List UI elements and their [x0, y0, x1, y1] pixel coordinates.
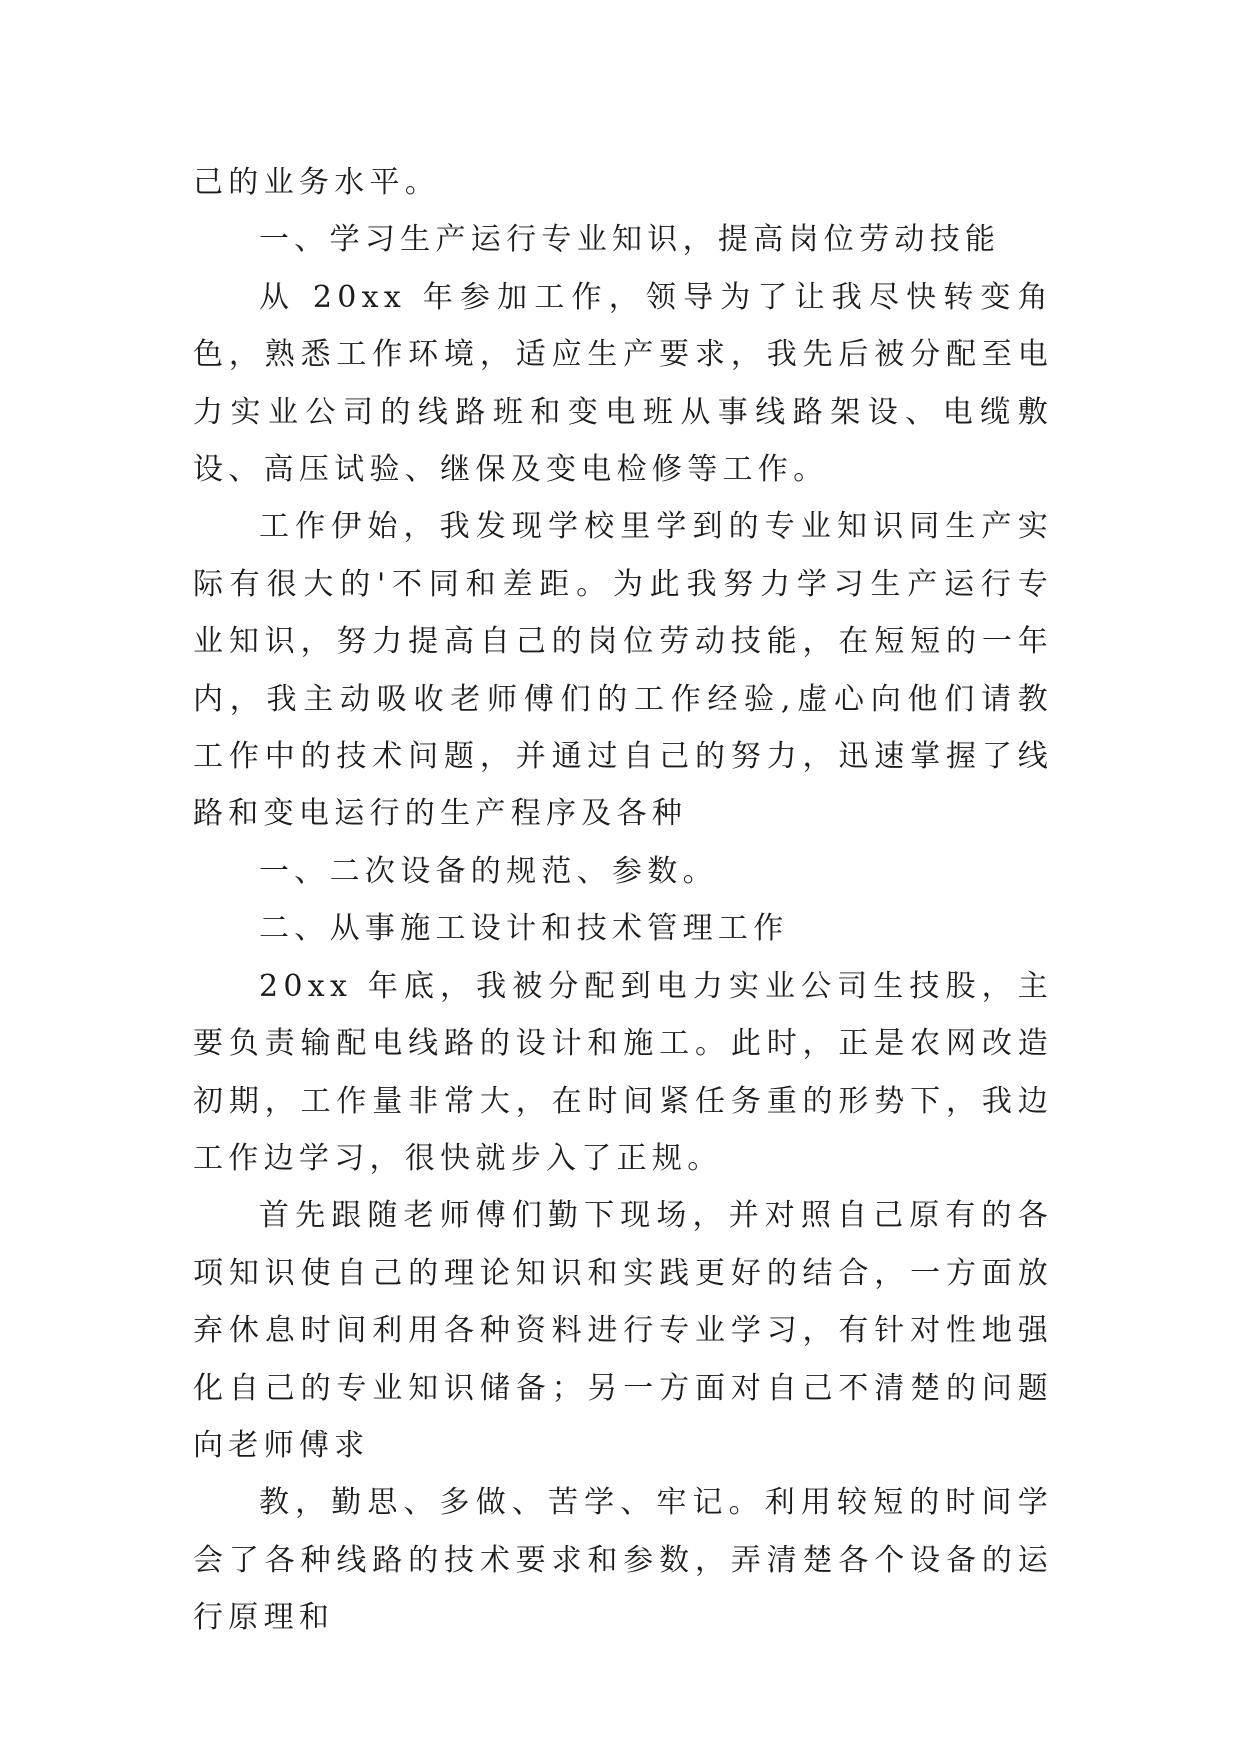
- paragraph-4: 工作伊始，我发现学校里学到的专业知识同生产实际有很大的'不同和差距。为此我努力学习生产运行专业知识，努力提高自己的岗位劳动技能，在短短的一年内，我主动吸收老师傅们的工作经验,虚心向他们请教工作中的技术问题，并通过自己的努力，迅速掌握了线路和变电运行的生产程序及各种: [193, 509, 1053, 832]
- paragraph-3: 从 20xx 年参加工作，领导为了让我尽快转变角色，熟悉工作环境，适应生产要求，我先后被分配至电力实业公司的线路班和变电班从事线路架设、电缆敷设、高压试验、继保及变电检修等工作。: [193, 279, 1053, 488]
- paragraph-1: 己的业务水平。: [193, 165, 441, 200]
- body-text: [193, 154, 1053, 1647]
- paragraph-7: 20xx 年底，我被分配到电力实业公司生技股，主要负责输配电线路的设计和施工。此时，正是农网改造初期，工作量非常大，在时间紧任务重的形势下，我边工作边学习，很快就步入了正规。: [193, 968, 1053, 1176]
- paragraph-2-heading: 一、学习生产运行专业知识，提高岗位劳动技能: [259, 222, 1001, 258]
- paragraph-8: 首先跟随老师傅们勤下现场，并对照自己原有的各项知识使自己的理论知识和实践更好的结合，一方面放弃休息时间利用各种资料进行专业学习，有针对性地强化自己的专业知识储备；另一方面对自己不清楚的问题向老师傅求: [193, 1198, 1053, 1463]
- paragraph-5: 一、二次设备的规范、参数。: [259, 853, 718, 889]
- paragraph-9: 教，勤思、多做、苦学、牢记。利用较短的时间学会了各种线路的技术要求和参数，弄清楚各个设备的运行原理和: [193, 1485, 1053, 1636]
- paragraph-6-heading: 二、从事施工设计和技术管理工作: [259, 911, 789, 947]
